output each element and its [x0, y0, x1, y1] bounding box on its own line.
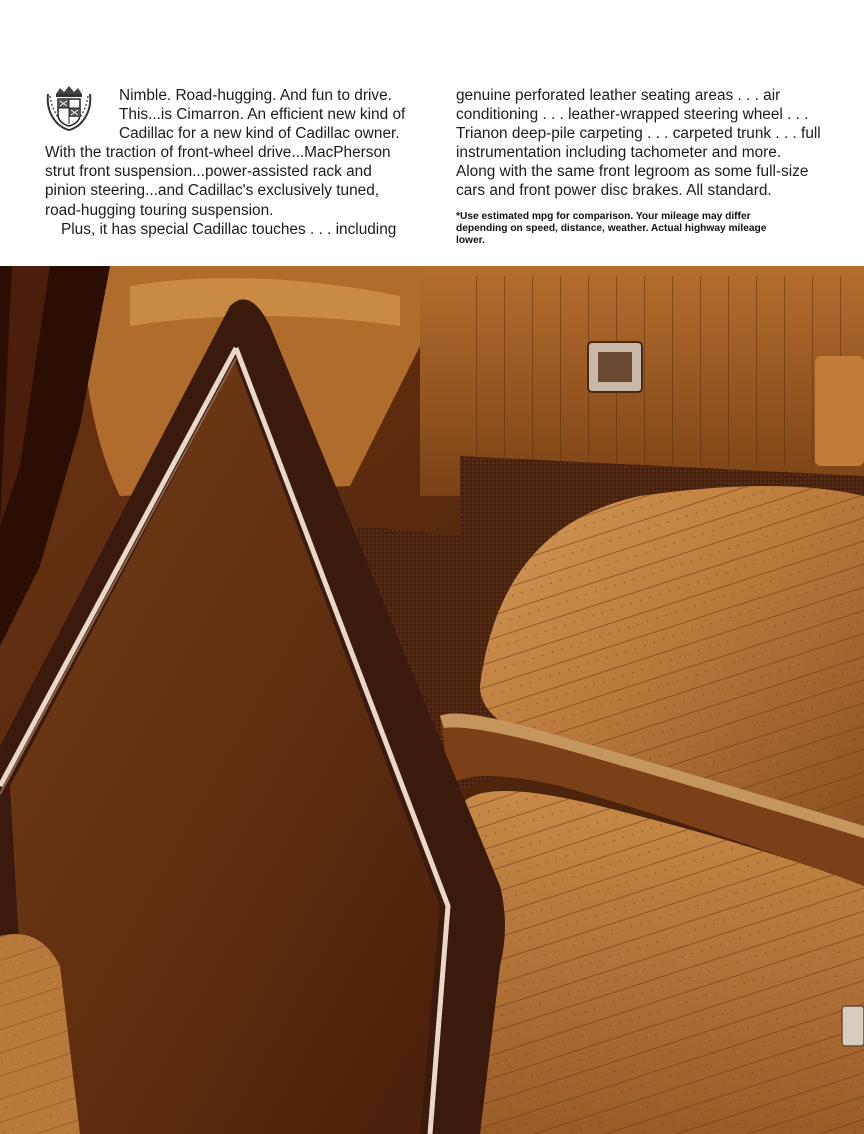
body-text-line: With the traction of front-wheel drive...MacPherson	[45, 144, 391, 162]
body-text-line: Plus, it has special Cadillac touches . . . including	[61, 220, 397, 238]
body-text-line: Cadillac for a new kind of Cadillac owner.	[119, 125, 400, 143]
footnote-line: lower.	[456, 235, 485, 246]
footnote-line: *Use estimated mpg for comparison. Your mileage may differ	[456, 211, 751, 222]
body-text-left-column	[45, 86, 437, 239]
body-text-line: road-hugging touring suspension.	[45, 201, 274, 219]
text-section	[0, 0, 864, 266]
body-text-right-column	[456, 86, 836, 201]
interior-photo	[0, 266, 864, 1134]
body-text-line: strut front suspension...power-assisted rack and	[45, 163, 372, 181]
body-text-line: cars and front power disc brakes. All standard.	[456, 182, 772, 200]
body-text-line: Trianon deep-pile carpeting . . . carpeted trunk . . . full	[456, 125, 821, 143]
body-text-line: pinion steering...and Cadillac's exclusively tuned,	[45, 182, 380, 200]
body-text-line: instrumentation including tachometer and more.	[456, 144, 782, 162]
body-text-line: genuine perforated leather seating areas . . . air	[456, 87, 781, 104]
interior-photo-illustration	[0, 266, 864, 1134]
body-text-line: conditioning . . . leather-wrapped steering wheel . . .	[456, 106, 809, 124]
footnote-line: depending on speed, distance, weather. Actual highway mileage	[456, 223, 767, 234]
mileage-footnote	[456, 211, 826, 247]
body-text-line: This...is Cimarron. An efficient new kind of	[119, 106, 406, 124]
body-text-line: Along with the same front legroom as some full-size	[456, 163, 809, 181]
body-text-line: Nimble. Road-hugging. And fun to drive.	[119, 87, 392, 104]
